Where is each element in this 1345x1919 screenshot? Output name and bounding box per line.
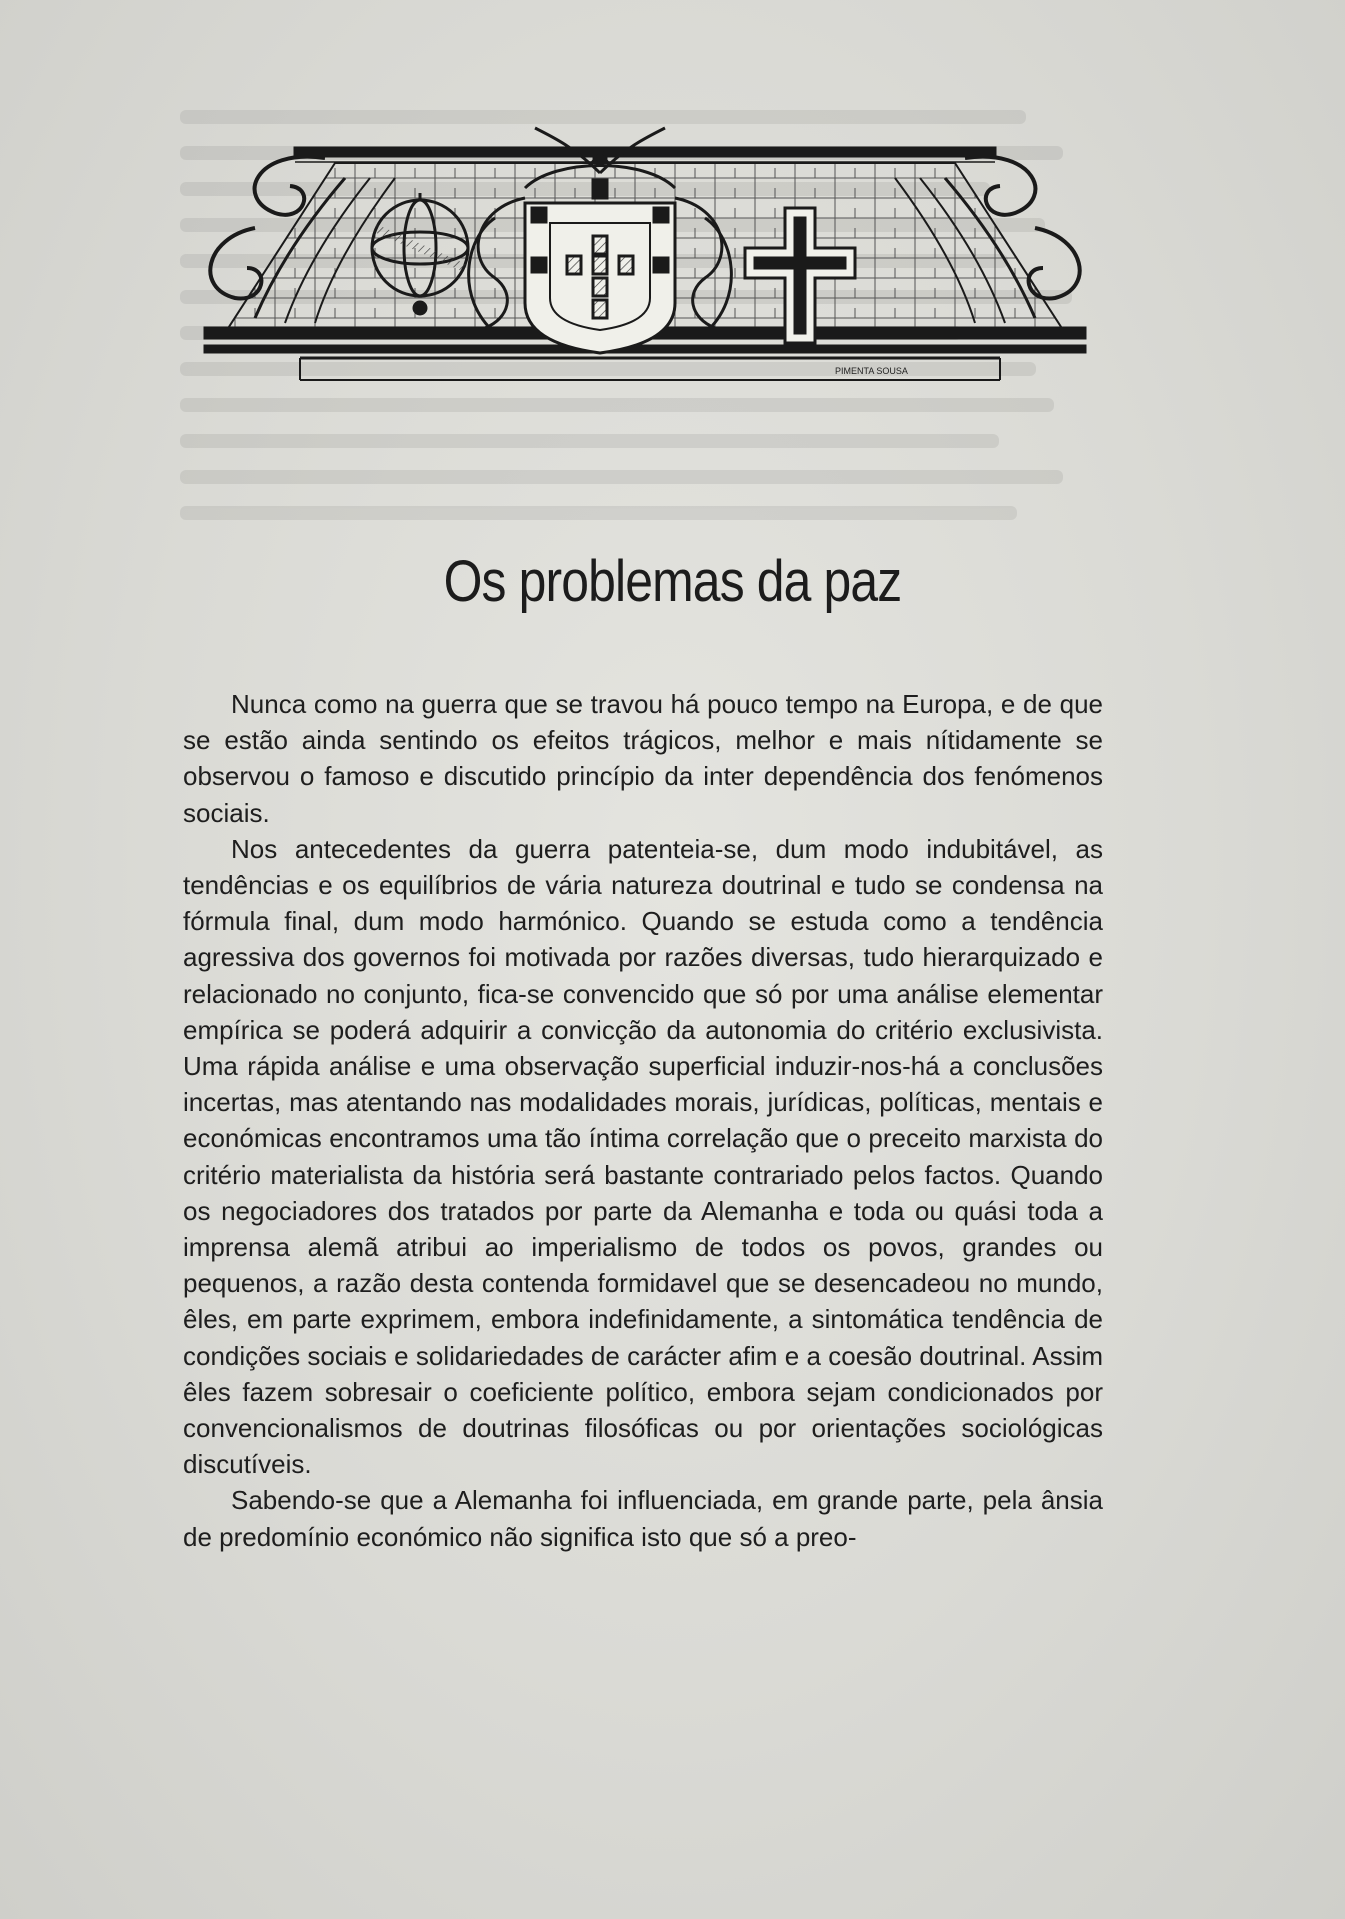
article-body (183, 686, 1103, 1555)
paragraph: Sabendo-se que a Alemanha foi influenciada, em grande parte, pela ânsia de predomínio económico não significa isto que só a preo- (183, 1485, 1103, 1552)
chapter-title: Os problemas da paz (443, 549, 902, 614)
paragraph: Nos antecedentes da guerra patenteia-se, dum modo indubitável, as tendências e os equilíbrios de vária natureza doutrinal e tudo se condensa na fórmula final, dum modo harmónico. Quando se estuda como a tendência agressiva dos governos foi motivada por razões diversas, tudo hierarquizado e relacionado no conjunto, fica-se convencido que só por uma análise elementar empírica se poderá adquirir a convicção da autonomia do critério exclusivista. Uma rápida análise e uma observação superficial induzir-nos-há a conclusões incertas, mas atentando nas modalidades morais, jurídicas, políticas, mentais e económicas encontramos uma tão íntima correlação que o preceito marxista do critério materialista da história será bastante contrariado pelos factos. Quando os negociadores dos tratados por parte da Alemanha e toda ou quási toda a imprensa alemã atribui ao imperialismo de todos os povos, grandes ou pequenos, a razão desta contenda formidavel que se desencadeou no mundo, êles, em parte exprimem, embora indefinidamente, a sintomática tendência de condições sociais e solidariedades de carácter afim e a coesão doutrinal. Assim êles fazem sobresair o coeficiente político, embora sejam condicionados por convencionalismos de doutrinas filosóficas ou por orientações sociológicas discutíveis. (183, 833, 1103, 1480)
paragraph: Nunca como na guerra que se travou há pouco tempo na Europa, e de que se estão ainda sentindo os efeitos trágicos, melhor e mais nítidamente se observou o famoso e discutido princípio da inter dependência dos fenómenos sociais. (183, 689, 1103, 828)
coat-of-arms (525, 180, 675, 353)
artist-signature: PIMENTA SOUSA (835, 366, 908, 376)
ornamental-headpiece (195, 118, 1095, 478)
